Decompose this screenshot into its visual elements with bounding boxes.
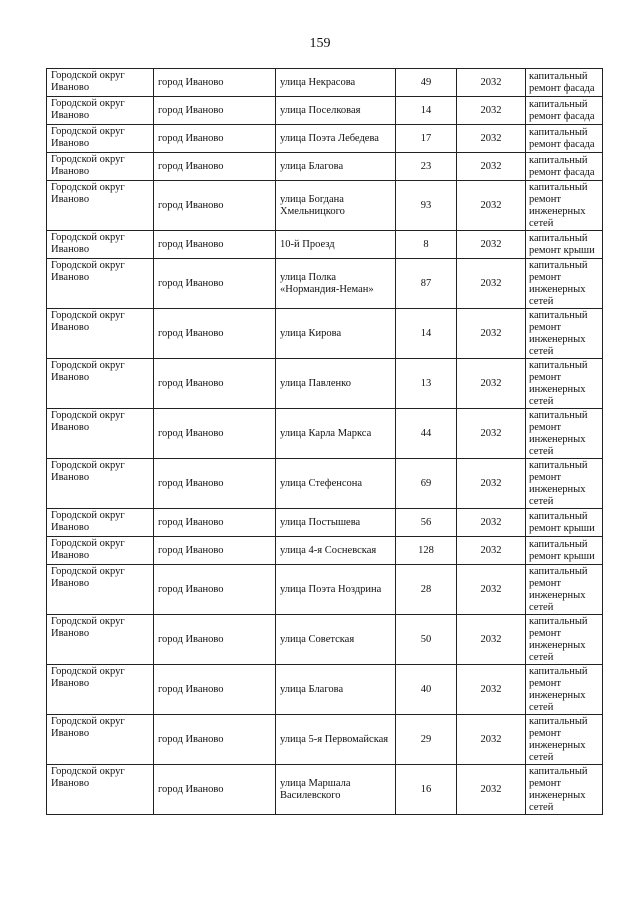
work-type-cell: капитальный ремонт инженерных сетей [526, 259, 603, 309]
year-cell: 2032 [457, 459, 526, 509]
city-cell: город Иваново [154, 409, 276, 459]
house-number-cell: 23 [396, 153, 457, 181]
table-row [47, 409, 603, 459]
table-row [47, 125, 603, 153]
city-cell: город Иваново [154, 459, 276, 509]
city-cell: город Иваново [154, 565, 276, 615]
year-cell: 2032 [457, 359, 526, 409]
house-number-cell: 93 [396, 181, 457, 231]
city-cell: город Иваново [154, 181, 276, 231]
work-type-cell: капитальный ремонт инженерных сетей [526, 665, 603, 715]
okrug-cell: Городской округ Иваново [47, 665, 154, 715]
year-cell: 2032 [457, 231, 526, 259]
city-cell: город Иваново [154, 615, 276, 665]
house-number-cell: 87 [396, 259, 457, 309]
year-cell: 2032 [457, 69, 526, 97]
year-cell: 2032 [457, 715, 526, 765]
city-cell: город Иваново [154, 125, 276, 153]
okrug-cell: Городской округ Иваново [47, 715, 154, 765]
year-cell: 2032 [457, 565, 526, 615]
work-type-cell: капитальный ремонт инженерных сетей [526, 309, 603, 359]
city-cell: город Иваново [154, 231, 276, 259]
year-cell: 2032 [457, 125, 526, 153]
city-cell: город Иваново [154, 665, 276, 715]
okrug-cell: Городской округ Иваново [47, 409, 154, 459]
work-type-cell: капитальный ремонт инженерных сетей [526, 615, 603, 665]
street-cell: улица Советская [276, 615, 396, 665]
okrug-cell: Городской округ Иваново [47, 153, 154, 181]
street-cell: 10-й Проезд [276, 231, 396, 259]
city-cell: город Иваново [154, 715, 276, 765]
table-row [47, 181, 603, 231]
work-type-cell: капитальный ремонт инженерных сетей [526, 459, 603, 509]
page-number: 159 [309, 36, 331, 51]
table-row [47, 309, 603, 359]
city-cell: город Иваново [154, 259, 276, 309]
work-type-cell: капитальный ремонт инженерных сетей [526, 181, 603, 231]
street-cell: улица Благова [276, 665, 396, 715]
work-type-cell: капитальный ремонт крыши [526, 231, 603, 259]
year-cell: 2032 [457, 309, 526, 359]
work-type-cell: капитальный ремонт фасада [526, 153, 603, 181]
table-row [47, 509, 603, 537]
okrug-cell: Городской округ Иваново [47, 565, 154, 615]
house-number-cell: 28 [396, 565, 457, 615]
house-number-cell: 49 [396, 69, 457, 97]
street-cell: улица Постышева [276, 509, 396, 537]
city-cell: город Иваново [154, 537, 276, 565]
house-number-cell: 56 [396, 509, 457, 537]
work-type-cell: капитальный ремонт инженерных сетей [526, 715, 603, 765]
year-cell: 2032 [457, 537, 526, 565]
year-cell: 2032 [457, 97, 526, 125]
street-cell: улица Богдана Хмельницкого [276, 181, 396, 231]
table-row [47, 537, 603, 565]
house-number-cell: 8 [396, 231, 457, 259]
city-cell: город Иваново [154, 765, 276, 815]
okrug-cell: Городской округ Иваново [47, 359, 154, 409]
house-number-cell: 16 [396, 765, 457, 815]
house-number-cell: 13 [396, 359, 457, 409]
street-cell: улица Поэта Ноздрина [276, 565, 396, 615]
okrug-cell: Городской округ Иваново [47, 97, 154, 125]
year-cell: 2032 [457, 765, 526, 815]
street-cell: улица Павленко [276, 359, 396, 409]
house-number-cell: 14 [396, 97, 457, 125]
year-cell: 2032 [457, 615, 526, 665]
house-number-cell: 29 [396, 715, 457, 765]
work-type-cell: капитальный ремонт инженерных сетей [526, 765, 603, 815]
okrug-cell: Городской округ Иваново [47, 459, 154, 509]
table-row [47, 565, 603, 615]
work-type-cell: капитальный ремонт фасада [526, 97, 603, 125]
work-type-cell: капитальный ремонт фасада [526, 125, 603, 153]
street-cell: улица Благова [276, 153, 396, 181]
year-cell: 2032 [457, 509, 526, 537]
street-cell: улица Кирова [276, 309, 396, 359]
table-row [47, 459, 603, 509]
street-cell: улица Карла Маркса [276, 409, 396, 459]
city-cell: город Иваново [154, 153, 276, 181]
work-type-cell: капитальный ремонт крыши [526, 509, 603, 537]
housing-repair-table [46, 68, 603, 815]
house-number-cell: 50 [396, 615, 457, 665]
city-cell: город Иваново [154, 359, 276, 409]
work-type-cell: капитальный ремонт крыши [526, 537, 603, 565]
okrug-cell: Городской округ Иваново [47, 125, 154, 153]
house-number-cell: 17 [396, 125, 457, 153]
work-type-cell: капитальный ремонт инженерных сетей [526, 359, 603, 409]
street-cell: улица Поселковая [276, 97, 396, 125]
house-number-cell: 128 [396, 537, 457, 565]
table-row [47, 765, 603, 815]
okrug-cell: Городской округ Иваново [47, 615, 154, 665]
year-cell: 2032 [457, 409, 526, 459]
okrug-cell: Городской округ Иваново [47, 259, 154, 309]
house-number-cell: 44 [396, 409, 457, 459]
street-cell: улица Поэта Лебедева [276, 125, 396, 153]
okrug-cell: Городской округ Иваново [47, 765, 154, 815]
table-row [47, 231, 603, 259]
work-type-cell: капитальный ремонт инженерных сетей [526, 409, 603, 459]
work-type-cell: капитальный ремонт фасада [526, 69, 603, 97]
city-cell: город Иваново [154, 509, 276, 537]
okrug-cell: Городской округ Иваново [47, 69, 154, 97]
okrug-cell: Городской округ Иваново [47, 509, 154, 537]
street-cell: улица Стефенсона [276, 459, 396, 509]
table-row [47, 715, 603, 765]
year-cell: 2032 [457, 259, 526, 309]
table-row [47, 615, 603, 665]
house-number-cell: 69 [396, 459, 457, 509]
okrug-cell: Городской округ Иваново [47, 181, 154, 231]
house-number-cell: 40 [396, 665, 457, 715]
table-row [47, 153, 603, 181]
okrug-cell: Городской округ Иваново [47, 231, 154, 259]
city-cell: город Иваново [154, 97, 276, 125]
table-row [47, 97, 603, 125]
table-row [47, 259, 603, 309]
table-row [47, 69, 603, 97]
okrug-cell: Городской округ Иваново [47, 309, 154, 359]
okrug-cell: Городской округ Иваново [47, 537, 154, 565]
table-row [47, 359, 603, 409]
street-cell: улица Полка «Нормандия-Неман» [276, 259, 396, 309]
work-type-cell: капитальный ремонт инженерных сетей [526, 565, 603, 615]
street-cell: улица Маршала Василевского [276, 765, 396, 815]
street-cell: улица 5-я Первомайская [276, 715, 396, 765]
city-cell: город Иваново [154, 309, 276, 359]
street-cell: улица Некрасова [276, 69, 396, 97]
street-cell: улица 4-я Сосневская [276, 537, 396, 565]
year-cell: 2032 [457, 665, 526, 715]
year-cell: 2032 [457, 181, 526, 231]
city-cell: город Иваново [154, 69, 276, 97]
year-cell: 2032 [457, 153, 526, 181]
house-number-cell: 14 [396, 309, 457, 359]
table-row [47, 665, 603, 715]
